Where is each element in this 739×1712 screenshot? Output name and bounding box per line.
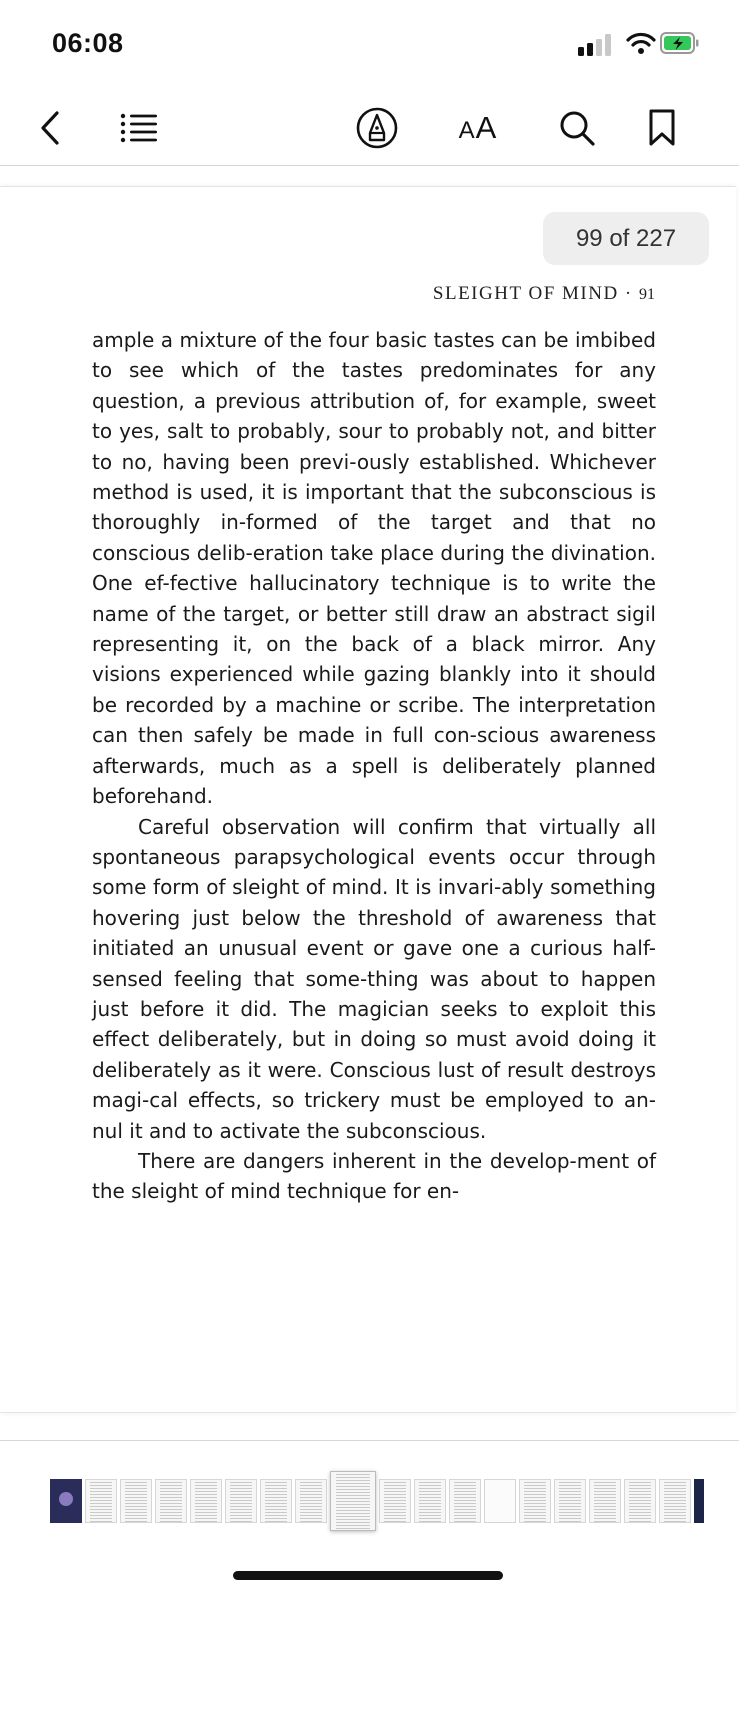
bookmark-icon — [648, 109, 676, 147]
paragraph: There are dangers inherent in the develop-ment of the sleight of mind technique for en- — [92, 1148, 656, 1204]
paragraph: ample a mixture of the four basic tastes can be imbibed to see which of the tastes predominates for any question, a previous attribution of, for example, sweet to yes, salt to probably, sour to probably not, and bitter to no, having been previ-ously established. Whichever method is used, it is important that the subconscious is thoroughly in-formed of the target and that no conscious delib-eration take place during the divination. One ef-fective hallucinatory technique is to write the name of the target, or better still draw an abstract sigil representing it, on the back of a black mirror. Any visions experienced while gazing blankly into it should be recorded by a machine or scribe. The interpretation can then safely be made in full con-scious awareness afterwards, much as a spell is deliberately planned beforehand. — [92, 328, 656, 809]
current-page-thumbnail[interactable] — [330, 1471, 376, 1531]
running-head-separator: · — [618, 283, 639, 304]
status-bar — [0, 0, 739, 90]
text-size-icon: AA — [458, 109, 498, 145]
back-button[interactable] — [30, 90, 70, 165]
status-time: 06:08 — [52, 28, 124, 58]
page-thumbnail[interactable] — [554, 1479, 586, 1523]
paragraph: Careful observation will confirm that virtually all spontaneous parapsychological events occur through some form of sleight of mind. It is invari-ably something hovering just below the threshold of awareness that initiated an unusual event or gave one a curious half-sensed feeling that some-thing was about to happen just before it did. The magician seeks to exploit this effect deliberately, but in doing so must avoid doing it deliberately as it were. Conscious lust of result destroys magi-cal effects, so trickery must be employed to an-nul it and to activate the subconscious. — [92, 814, 656, 1143]
back-chevron-icon — [39, 110, 61, 146]
page-thumbnail[interactable] — [414, 1479, 446, 1523]
page-thumbnail[interactable] — [484, 1479, 516, 1523]
bookmark-button[interactable] — [642, 90, 682, 165]
markup-pen-icon — [355, 106, 399, 150]
home-indicator[interactable] — [233, 1571, 503, 1580]
page-thumbnail[interactable] — [225, 1479, 257, 1523]
battery-charging-icon — [660, 31, 700, 55]
page-thumbnail[interactable] — [155, 1479, 187, 1523]
running-head — [420, 283, 655, 305]
page-thumbnail[interactable] — [260, 1479, 292, 1523]
markup-button[interactable] — [352, 90, 402, 165]
book-page[interactable] — [0, 186, 736, 1413]
page-indicator: 99 of 227 — [543, 212, 709, 265]
table-of-contents-icon — [119, 111, 159, 145]
page-thumbnail[interactable] — [589, 1479, 621, 1523]
page-thumbnail[interactable] — [120, 1479, 152, 1523]
page-thumbnail[interactable] — [694, 1479, 704, 1523]
page-thumbnail[interactable] — [379, 1479, 411, 1523]
page-thumbnail[interactable] — [659, 1479, 691, 1523]
reader-toolbar — [0, 90, 739, 166]
page-thumbnail[interactable] — [519, 1479, 551, 1523]
running-head-title: SLEIGHT OF MIND — [432, 283, 619, 304]
table-of-contents-button[interactable] — [116, 90, 162, 165]
page-thumbnail-strip[interactable] — [0, 1440, 739, 1541]
wifi-icon — [626, 31, 656, 55]
cellular-signal-icon — [578, 34, 618, 56]
thumbnail-list — [50, 1471, 704, 1531]
text-size-button[interactable] — [448, 90, 508, 165]
running-head-page-number: 91 — [639, 286, 655, 303]
page-thumbnail[interactable] — [624, 1479, 656, 1523]
page-thumbnail[interactable] — [449, 1479, 481, 1523]
search-button[interactable] — [552, 90, 602, 165]
book-text — [92, 325, 656, 1207]
page-thumbnail[interactable] — [190, 1479, 222, 1523]
search-icon — [557, 108, 597, 148]
page-thumbnail[interactable] — [85, 1479, 117, 1523]
page-thumbnail[interactable] — [295, 1479, 327, 1523]
cover-thumbnail[interactable] — [50, 1479, 82, 1523]
